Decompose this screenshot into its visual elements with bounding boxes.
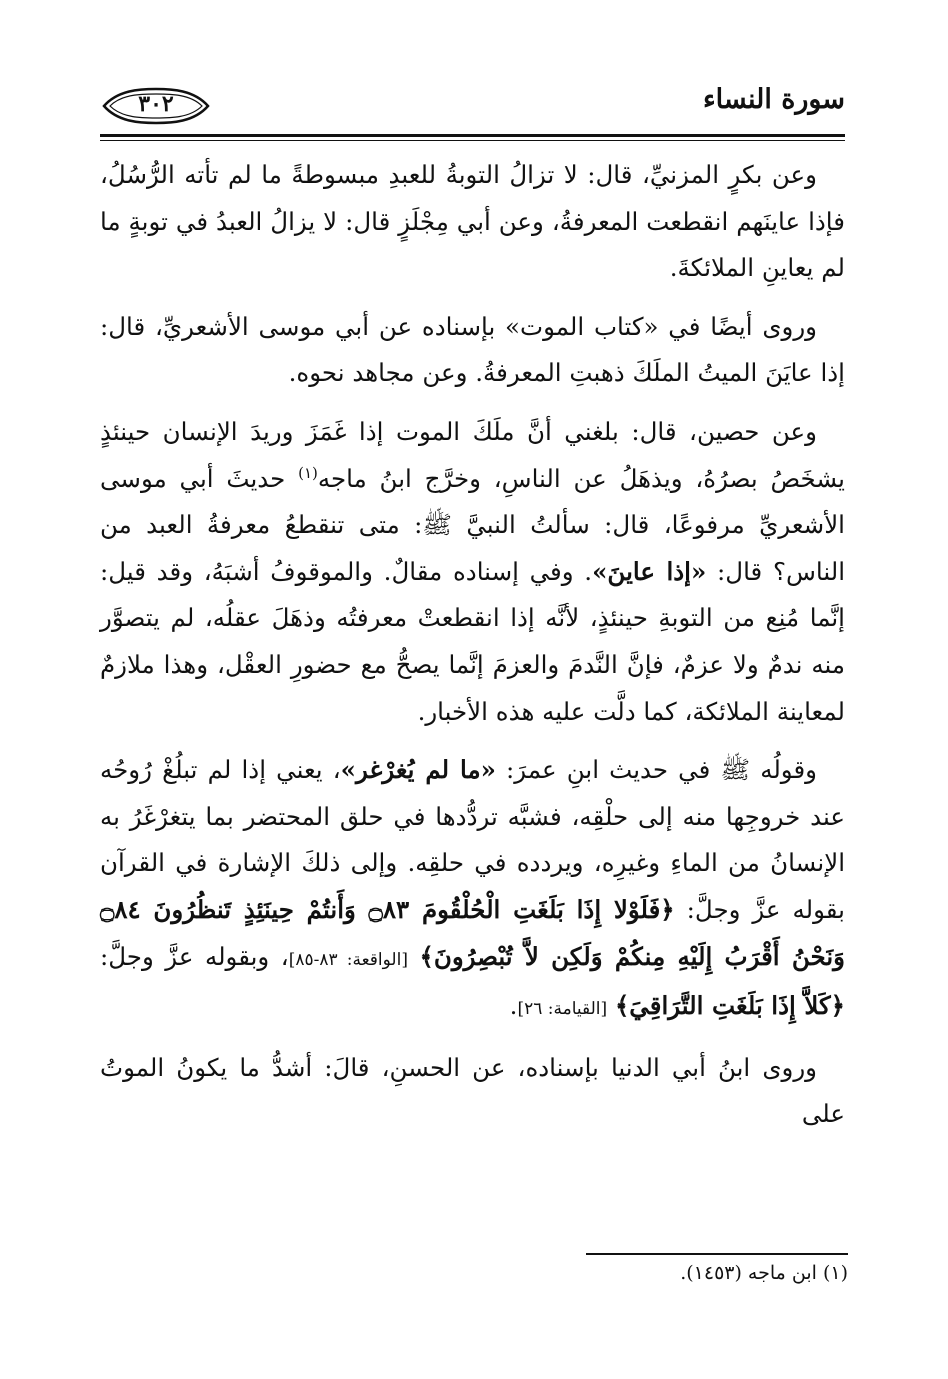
footnote: (١) ابن ماجه (١٤٥٣). — [680, 1262, 848, 1284]
header-rule-thin — [100, 140, 845, 141]
paragraph-5-part-2: ، يعني إذا لم تبلُغْ رُوحُه عند خروجِها منه إلى حلْقِه، فشبَّه تردُّدها في حلق المحتضر بما يتغرْغَرُ به الإنسانُ من الماءِ وغيرِه، ويردده في حلقِه. وإلى ذلكَ الإشارة في القرآن بقوله عزَّ وجلَّ: — [100, 755, 845, 924]
footnote-marker: (١) — [298, 463, 318, 482]
paragraph-2: وروى أيضًا في «كتاب الموت» بإسناده عن أبي موسى الأشعريِّ، قال: إذا عايَنَ الميتُ الملَكَ ذهبتِ المعرفةُ. وعن مجاهد نحوه. — [100, 311, 845, 388]
paragraph-3-part-4: إنَّما مُنِع من التوبةِ حينئذٍ، لأنَّه إذا انقطعتْ معرفتُه وذهَلَ عقلُه، لم يتصوَّر منه ندمٌ ولا عزمٌ، فإنَّ النَّدمَ والعزمَ إنَّما يصحُّ مع حضورِ العقْل، وهذا ملازمٌ لمعاينة الملائكة، كما دلَّت عليه هذه الأخبار. — [100, 603, 845, 726]
footnote-rule — [586, 1253, 848, 1255]
paragraph-3 — [100, 409, 845, 735]
main-text — [100, 152, 845, 1138]
paragraph-3-part-3: . وفي إسناده مقالٌ. والموقوفُ أشبَهُ، وقد قيل: — [100, 556, 593, 586]
verse-reference-2: [القيامة: ٢٦] — [517, 999, 608, 1020]
verse-reference-1: [الواقعة: ٨٣-٨٥] — [288, 949, 408, 970]
quran-verse-2: ﴿كَلاَّ إِذَا بَلَغَتِ التَّرَاقِيَ﴾ — [614, 991, 845, 1021]
page-number: ٣٠٢ — [138, 91, 174, 117]
surah-title: سورة النساء — [702, 84, 845, 115]
page-header — [100, 84, 845, 130]
quran-verse-1: ﴿فَلَوْلا إِذَا بَلَغَتِ الْحُلْقُومَ ۝٨٣ وَأَنتُمْ حِينَئِذٍ تَنظُرُونَ ۝٨٤ وَنَحْنُ أَقْرَبُ إِلَيْهِ مِنكُمْ وَلَكِن لاَّ تُبْصِرُونَ﴾ — [100, 894, 845, 971]
paragraph-3-part-1: وعن حصين، قال: بلغني أنَّ ملَكَ الموت إذا غَمَزَ وريدَ الإنسان حينئذٍ يشخَصُ بصرُهُ، ويذهَلُ عن الناسِ، وخرَّج ابنُ ماجه — [100, 416, 846, 493]
page-number-badge — [100, 86, 212, 126]
paragraph-5-part-1: وقولُه ﷺ في حديث ابنِ عمرَ: — [506, 755, 817, 785]
paragraph-5-end: . — [509, 991, 518, 1021]
hadith-quote: «إذا عاينَ» — [592, 556, 707, 586]
paragraph-6: وروى ابنُ أبي الدنيا بإسناده، عن الحسنِ، قالَ: أشدُّ ما يكونُ الموتُ على — [100, 1052, 845, 1129]
hadith-quote-2: «ما لم يُغرْغر» — [340, 755, 496, 785]
paragraph-3-part-2: حديثَ أبي موسى الأشعريِّ مرفوعًا، قال: سألتُ النبيَّ ﷺ: متى تنقطعُ معرفةُ العبد من الناس؟ قال: — [100, 463, 846, 586]
header-rule — [100, 134, 845, 137]
paragraph-5 — [100, 747, 845, 1033]
paragraph-1: وعن بكرٍ المزنيِّ، قال: لا تزالُ التوبةُ للعبدِ مبسوطةً ما لم تأته الرُّسُلُ، فإذا عاينَهم انقطعت المعرفةُ، وعن أبي مِجْلَزٍ قال: لا يزالُ العبدُ في توبةٍ ما لم يعاينِ الملائكةَ. — [100, 160, 845, 283]
paragraph-5-part-3: ، وبقوله عزَّ وجلَّ: — [100, 941, 289, 971]
